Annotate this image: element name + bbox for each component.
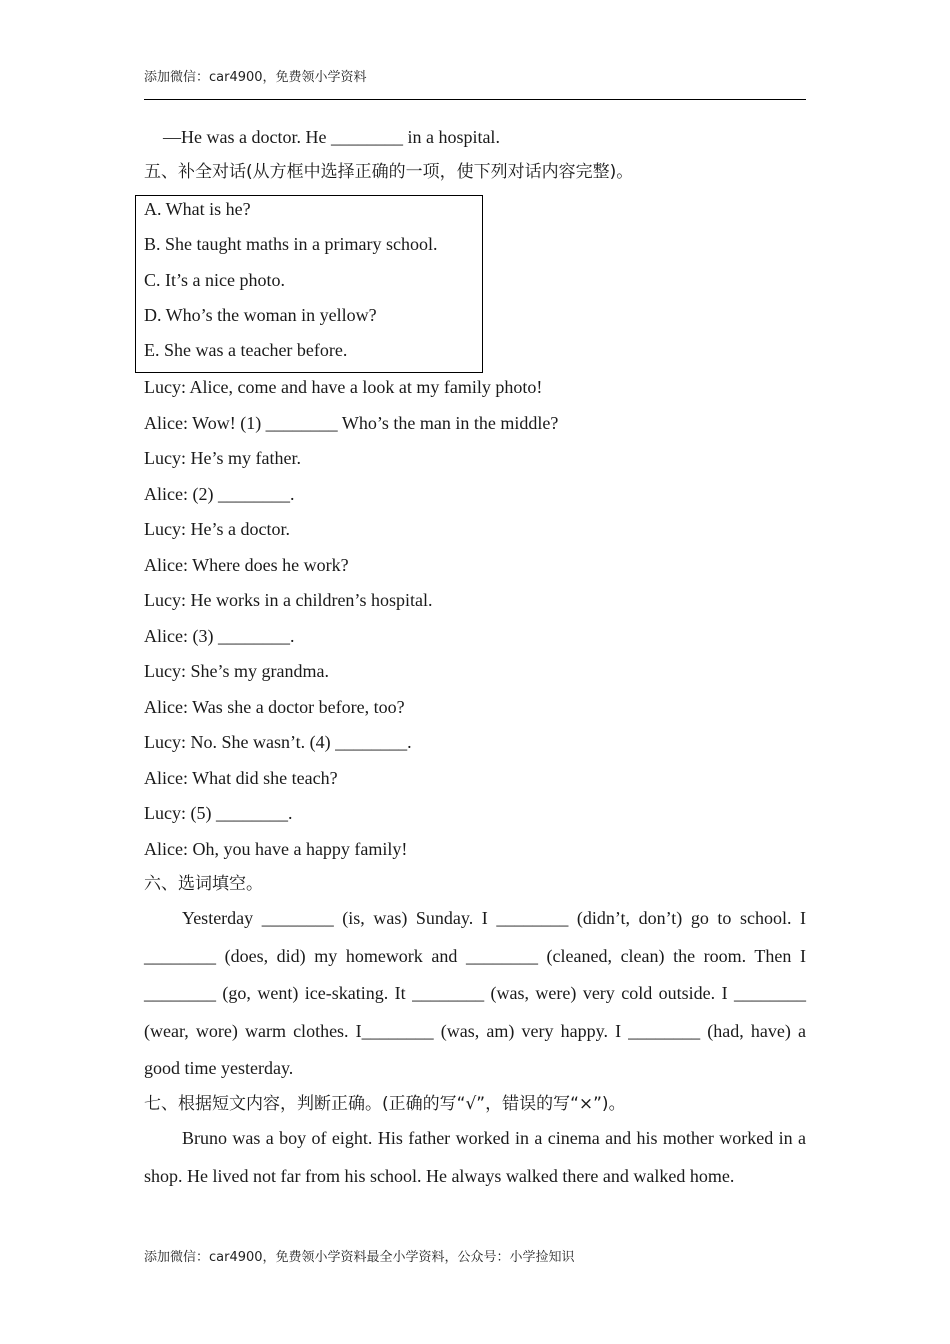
footer-note: 添加微信：car4900，免费领小学资料最全小学资料，公众号：小学捡知识 [144, 1250, 575, 1265]
section-5-title: 五、补全对话(从方框中选择正确的一项，使下列对话内容完整)。 [144, 162, 634, 182]
option-b: B. She taught maths in a primary school. [144, 234, 438, 254]
dialogue-line: Alice: (2) ________. [144, 484, 295, 504]
dialogue-line: Alice: Where does he work? [144, 555, 349, 575]
dialogue-line: Alice: Was she a doctor before, too? [144, 697, 405, 717]
dialogue-line: Alice: What did she teach? [144, 768, 338, 788]
section-7-title: 七、根据短文内容，判断正确。(正确的写“√”，错误的写“×”)。 [144, 1094, 626, 1114]
header-rule [144, 99, 806, 100]
section-6-paragraph: Yesterday ________ (is, was) Sunday. I ________ (didn’t, don’t) go to school. I ________ (does, did) my homework and ________ (cleaned, clean) the room. Then I ________ (go, went) ice-skating. It ________ (was, were) very cold outside. I ________ (wear, wore) warm clothes. I________ (was, am) very happy. I ________ (had, have) a good time yesterday. [144, 908, 806, 1078]
dialogue-line: Lucy: She’s my grandma. [144, 661, 329, 681]
header-note: 添加微信：car4900，免费领小学资料 [144, 70, 367, 85]
option-c: C. It’s a nice photo. [144, 270, 285, 290]
section-7-paragraph: Bruno was a boy of eight. His father worked in a cinema and his mother worked in a shop. He lived not far from his school. He always walked there and walked home. [144, 1128, 806, 1186]
dialogue-line: Lucy: (5) ________. [144, 803, 293, 823]
option-d: D. Who’s the woman in yellow? [144, 305, 377, 325]
dialogue-line: Lucy: He’s a doctor. [144, 519, 290, 539]
dialogue-line: Alice: Wow! (1) ________ Who’s the man in the middle? [144, 413, 559, 433]
dialogue-line: Alice: Oh, you have a happy family! [144, 839, 408, 859]
dialogue-line: Alice: (3) ________. [144, 626, 295, 646]
dialogue-line: Lucy: He works in a children’s hospital. [144, 590, 433, 610]
option-a: A. What is he? [144, 199, 251, 219]
dialogue-line: Lucy: Alice, come and have a look at my family photo! [144, 377, 543, 397]
dialogue-line: Lucy: He’s my father. [144, 448, 301, 468]
option-e: E. She was a teacher before. [144, 340, 348, 360]
dialogue-line: Lucy: No. She wasn’t. (4) ________. [144, 732, 412, 752]
section-6-title: 六、选词填空。 [144, 874, 263, 894]
previous-answer-line: —He was a doctor. He ________ in a hospital. [163, 127, 500, 147]
